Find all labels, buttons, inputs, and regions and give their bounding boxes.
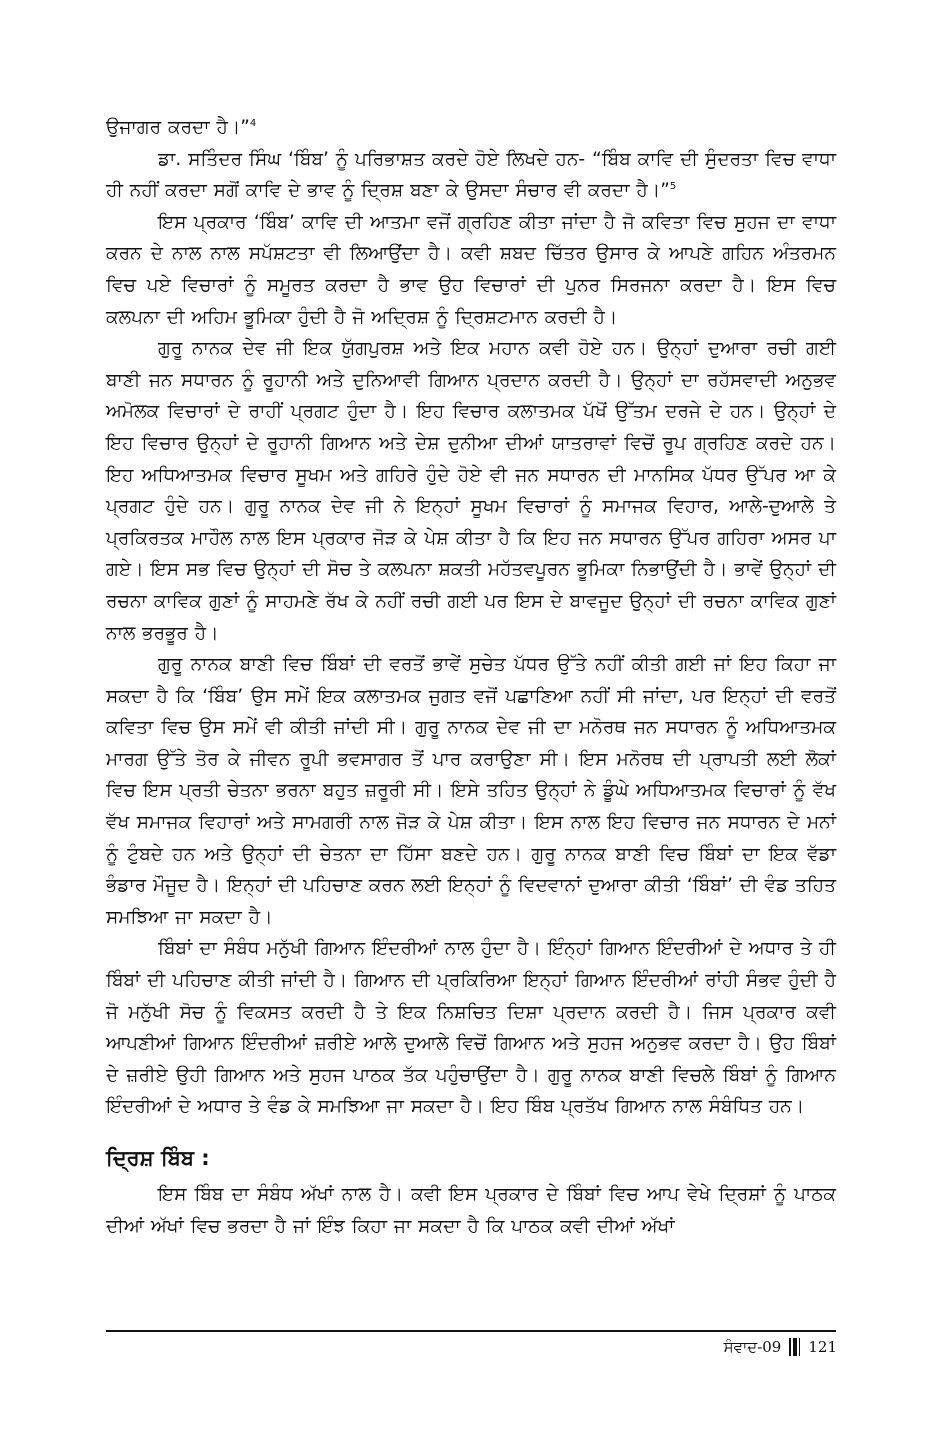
- paragraph-1-text: ਉਜਾਗਰ ਕਰਦਾ ਹੈ।”: [106, 117, 250, 138]
- footer-rule: [106, 1330, 836, 1332]
- paragraph-6: ਬਿੰਬਾਂ ਦਾ ਸੰਬੰਧ ਮਨੁੱਖੀ ਗਿਆਨ ਇੰਦਰੀਆਂ ਨਾਲ ਹੁੰਦਾ ਹੈ। ਇੰਨ੍ਹਾਂ ਗਿਆਨ ਇੰਦਰੀਆਂ ਦੇ ਅਧਾਰ ਤੇ ਹੀ ਬਿੰਬਾਂ ਦੀ ਪਹਿਚਾਣ ਕੀਤੀ ਜਾਂਦੀ ਹੈ। ਗਿਆਨ ਦੀ ਪ੍ਰਕਿਰਿਆ ਇਨ੍ਹਾਂ ਗਿਆਨ ਇੰਦਰੀਆਂ ਰਾਂਹੀ ਸੰਭਵ ਹੁੰਦੀ ਹੈ ਜੋ ਮਨੁੱਖੀ ਸੋਚ ਨੂੰ ਵਿਕਸਤ ਕਰਦੀ ਹੈ ਤੇ ਇਕ ਨਿਸ਼ਚਿਤ ਦਿਸ਼ਾ ਪ੍ਰਦਾਨ ਕਰਦੀ ਹੈ। ਜਿਸ ਪ੍ਰਕਾਰ ਕਵੀ ਆਪਣੀਆਂ ਗਿਆਨ ਇੰਦਰੀਆਂ ਜ਼ਰੀਏ ਆਲੇ ਦੁਆਲੇ ਵਿਚੋਂ ਗਿਆਨ ਅਤੇ ਸੁਹਜ ਅਨੁਭਵ ਕਰਦਾ ਹੈ। ਉਹ ਬਿੰਬਾਂ ਦੇ ਜ਼ਰੀਏ ਉਹੀ ਗਿਆਨ ਅਤੇ ਸੁਹਜ ਪਾਠਕ ਤੱਕ ਪਹੁੰਚਾਉਂਦਾ ਹੈ। ਗੁਰੂ ਨਾਨਕ ਬਾਣੀ ਵਿਚਲੇ ਬਿੰਬਾਂ ਨੂੰ ਗਿਆਨ ਇੰਦਰੀਆਂ ਦੇ ਅਧਾਰ ਤੇ ਵੰਡ ਕੇ ਸਮਝਿਆ ਜਾ ਸਕਦਾ ਹੈ। ਇਹ ਬਿੰਬ ਪ੍ਰਤੱਖ ਗਿਆਨ ਨਾਲ ਸੰਬੰਧਿਤ ਹਨ।: [106, 938, 836, 1118]
- paragraph-5: ਗੁਰੂ ਨਾਨਕ ਬਾਣੀ ਵਿਚ ਬਿੰਬਾਂ ਦੀ ਵਰਤੋਂ ਭਾਵੇਂ ਸੁਚੇਤ ਪੱਧਰ ਉੱਤੇ ਨਹੀਂ ਕੀਤੀ ਗਈ ਜਾਂ ਇਹ ਕਿਹਾ ਜਾ ਸਕਦਾ ਹੈ ਕਿ ‘ਬਿੰਬ’ ਉਸ ਸਮੇਂ ਇਕ ਕਲਾਤਮਕ ਜੁਗਤ ਵਜੋਂ ਪਛਾਣਿਆ ਨਹੀਂ ਸੀ ਜਾਂਦਾ, ਪਰ ਇਨ੍ਹਾਂ ਦੀ ਵਰਤੋਂ ਕਵਿਤਾ ਵਿਚ ਉਸ ਸਮੇਂ ਵੀ ਕੀਤੀ ਜਾਂਦੀ ਸੀ। ਗੁਰੂ ਨਾਨਕ ਦੇਵ ਜੀ ਦਾ ਮਨੋਰਥ ਜਨ ਸਧਾਰਨ ਨੂੰ ਅਧਿਆਤਮਕ ਮਾਰਗ ਉੱਤੇ ਤੋਰ ਕੇ ਜੀਵਨ ਰੂਪੀ ਭਵਸਾਗਰ ਤੋਂ ਪਾਰ ਕਰਾਉਣਾ ਸੀ। ਇਸ ਮਨੋਰਥ ਦੀ ਪ੍ਰਾਪਤੀ ਲਈ ਲੋਕਾਂ ਵਿਚ ਇਸ ਪ੍ਰਤੀ ਚੇਤਨਾ ਭਰਨਾ ਬਹੁਤ ਜ਼ਰੂਰੀ ਸੀ। ਇਸੇ ਤਹਿਤ ਉਨ੍ਹਾਂ ਨੇ ਡੂੰਘੇ ਅਧਿਆਤਮਕ ਵਿਚਾਰਾਂ ਨੂੰ ਵੱਖ ਵੱਖ ਸਮਾਜਕ ਵਿਹਾਰਾਂ ਅਤੇ ਸਾਮਗਰੀ ਨਾਲ ਜੋੜ ਕੇ ਪੇਸ਼ ਕੀਤਾ। ਇਸ ਨਾਲ ਇਹ ਵਿਚਾਰ ਜਨ ਸਧਾਰਨ ਦੇ ਮਨਾਂ ਨੂੰ ਟੁੰਬਦੇ ਹਨ ਅਤੇ ਉਨ੍ਹਾਂ ਦੀ ਚੇਤਨਾ ਦਾ ਹਿੱਸਾ ਬਣਦੇ ਹਨ। ਗੁਰੂ ਨਾਨਕ ਬਾਣੀ ਵਿਚ ਬਿੰਬਾਂ ਦਾ ਇਕ ਵੱਡਾ ਭੰਡਾਰ ਮੌਜੂਦ ਹੈ। ਇਨ੍ਹਾਂ ਦੀ ਪਹਿਚਾਣ ਕਰਨ ਲਈ ਇਨ੍ਹਾਂ ਨੂੰ ਵਿਦਵਾਨਾਂ ਦੁਆਰਾ ਕੀਤੀ ‘ਬਿੰਬਾਂ’ ਦੀ ਵੰਡ ਤਹਿਤ ਸਮਝਿਆ ਜਾ ਸਕਦਾ ਹੈ।: [106, 654, 836, 928]
- footnote-ref-4: 4: [249, 117, 257, 129]
- paragraph-7: ਇਸ ਬਿੰਬ ਦਾ ਸੰਬੰਧ ਅੱਖਾਂ ਨਾਲ ਹੈ। ਕਵੀ ਇਸ ਪ੍ਰਕਾਰ ਦੇ ਬਿੰਬਾਂ ਵਿਚ ਆਪ ਵੇਖੇ ਦ੍ਰਿਸ਼ਾਂ ਨੂੰ ਪਾਠਕ ਦੀਆਂ ਅੱਖਾਂ ਵਿਚ ਭਰਦਾ ਹੈ ਜਾਂ ਇੰਝ ਕਿਹਾ ਜਾ ਸਕਦਾ ਹੈ ਕਿ ਪਾਠਕ ਕਵੀ ਦੀਆਂ ਅੱਖਾਂ: [106, 1184, 836, 1237]
- footnote-ref-5: 5: [669, 181, 677, 193]
- page-footer: [724, 1338, 837, 1356]
- journal-name: ਸੰਵਾਦ-09: [723, 1338, 782, 1356]
- section-heading: ਦ੍ਰਿਸ਼ ਬਿੰਬ :: [106, 1146, 210, 1170]
- paragraph-1: [106, 112, 836, 144]
- page-body: [106, 112, 836, 1242]
- paragraph-2: [106, 144, 836, 207]
- paragraph-3: ਇਸ ਪ੍ਰਕਾਰ ‘ਬਿੰਬ’ ਕਾਵਿ ਦੀ ਆਤਮਾ ਵਜੋਂ ਗ੍ਰਹਿਣ ਕੀਤਾ ਜਾਂਦਾ ਹੈ ਜੋ ਕਵਿਤਾ ਵਿਚ ਸੁਹਜ ਦਾ ਵਾਧਾ ਕਰਨ ਦੇ ਨਾਲ ਨਾਲ ਸਪੱਸ਼ਟਤਾ ਵੀ ਲਿਆਉਂਦਾ ਹੈ। ਕਵੀ ਸ਼ਬਦ ਚਿੱਤਰ ਉਸਾਰ ਕੇ ਆਪਣੇ ਗਹਿਨ ਅੰਤਰਮਨ ਵਿਚ ਪਏ ਵਿਚਾਰਾਂ ਨੂੰ ਸਮੂਰਤ ਕਰਦਾ ਹੈ ਭਾਵ ਉਹ ਵਿਚਾਰਾਂ ਦੀ ਪੁਨਰ ਸਿਰਜਨਾ ਕਰਦਾ ਹੈ। ਇਸ ਵਿਚ ਕਲਪਨਾ ਦੀ ਅਹਿਮ ਭੂਮਿਕਾ ਹੁੰਦੀ ਹੈ ਜੋ ਅਦ੍ਰਿਸ਼ ਨੂੰ ਦ੍ਰਿਸ਼ਟਮਾਨ ਕਰਦੀ ਹੈ।: [106, 211, 836, 328]
- page-number: 121: [808, 1338, 837, 1356]
- footer-divider-icon: [789, 1338, 800, 1356]
- paragraph-4: ਗੁਰੂ ਨਾਨਕ ਦੇਵ ਜੀ ਇਕ ਯੁੱਗਪੁਰਸ਼ ਅਤੇ ਇਕ ਮਹਾਨ ਕਵੀ ਹੋਏ ਹਨ। ਉਨ੍ਹਾਂ ਦੁਆਰਾ ਰਚੀ ਗਈ ਬਾਣੀ ਜਨ ਸਧਾਰਨ ਨੂੰ ਰੂਹਾਨੀ ਅਤੇ ਦੁਨਿਆਵੀ ਗਿਆਨ ਪ੍ਰਦਾਨ ਕਰਦੀ ਹੈ। ਉਨ੍ਹਾਂ ਦਾ ਰਹੱਸਵਾਦੀ ਅਨੁਭਵ ਅਮੋਲਕ ਵਿਚਾਰਾਂ ਦੇ ਰਾਹੀਂ ਪ੍ਰਗਟ ਹੁੰਦਾ ਹੈ। ਇਹ ਵਿਚਾਰ ਕਲਾਤਮਕ ਪੱਖੋਂ ਉੱਤਮ ਦਰਜੇ ਦੇ ਹਨ। ਉਨ੍ਹਾਂ ਦੇ ਇਹ ਵਿਚਾਰ ਉਨ੍ਹਾਂ ਦੇ ਰੂਹਾਨੀ ਗਿਆਨ ਅਤੇ ਦੇਸ਼ ਦੁਨੀਆ ਦੀਆਂ ਯਾਤਰਾਵਾਂ ਵਿਚੋਂ ਰੂਪ ਗ੍ਰਹਿਣ ਕਰਦੇ ਹਨ। ਇਹ ਅਧਿਆਤਮਕ ਵਿਚਾਰ ਸੂਖਮ ਅਤੇ ਗਹਿਰੇ ਹੁੰਦੇ ਹੋਏ ਵੀ ਜਨ ਸਧਾਰਨ ਦੀ ਮਾਨਸਿਕ ਪੱਧਰ ਉੱਪਰ ਆ ਕੇ ਪ੍ਰਗਟ ਹੁੰਦੇ ਹਨ। ਗੁਰੂ ਨਾਨਕ ਦੇਵ ਜੀ ਨੇ ਇਨ੍ਹਾਂ ਸੂਖਮ ਵਿਚਾਰਾਂ ਨੂੰ ਸਮਾਜਕ ਵਿਹਾਰ, ਆਲੇ-ਦੁਆਲੇ ਤੇ ਪ੍ਰਕਿਰਤਕ ਮਾਹੌਲ ਨਾਲ ਇਸ ਪ੍ਰਕਾਰ ਜੋੜ ਕੇ ਪੇਸ਼ ਕੀਤਾ ਹੈ ਕਿ ਇਹ ਜਨ ਸਧਾਰਨ ਉੱਪਰ ਗਹਿਰਾ ਅਸਰ ਪਾ ਗਏ। ਇਸ ਸਭ ਵਿਚ ਉਨ੍ਹਾਂ ਦੀ ਸੋਚ ਤੇ ਕਲਪਨਾ ਸ਼ਕਤੀ ਮਹੱਤਵਪੂਰਨ ਭੂਮਿਕਾ ਨਿਭਾਉਂਦੀ ਹੈ। ਭਾਵੇਂ ਉਨ੍ਹਾਂ ਦੀ ਰਚਨਾ ਕਾਵਿਕ ਗੁਣਾਂ ਨੂੰ ਸਾਹਮਣੇ ਰੱਖ ਕੇ ਨਹੀਂ ਰਚੀ ਗਈ ਪਰ ਇਸ ਦੇ ਬਾਵਜੂਦ ਉਨ੍ਹਾਂ ਦੀ ਰਚਨਾ ਕਾਵਿਕ ਗੁਣਾਂ ਨਾਲ ਭਰਭੂਰ ਹੈ।: [106, 338, 836, 644]
- paragraph-2-text: ਡਾ. ਸਤਿੰਦਰ ਸਿੰਘ ‘ਬਿੰਬ’ ਨੂੰ ਪਰਿਭਾਸ਼ਤ ਕਰਦੇ ਹੋਏ ਲਿਖਦੇ ਹਨ- “ਬਿੰਬ ਕਾਵਿ ਦੀ ਸੁੰਦਰਤਾ ਵਿਚ ਵਾਧਾ ਹੀ ਨਹੀਂ ਕਰਦਾ ਸਗੋਂ ਕਾਵਿ ਦੇ ਭਾਵ ਨੂੰ ਦ੍ਰਿਸ਼ ਬਣਾ ਕੇ ਉਸਦਾ ਸੰਚਾਰ ਵੀ ਕਰਦਾ ਹੈ।”: [106, 148, 836, 202]
